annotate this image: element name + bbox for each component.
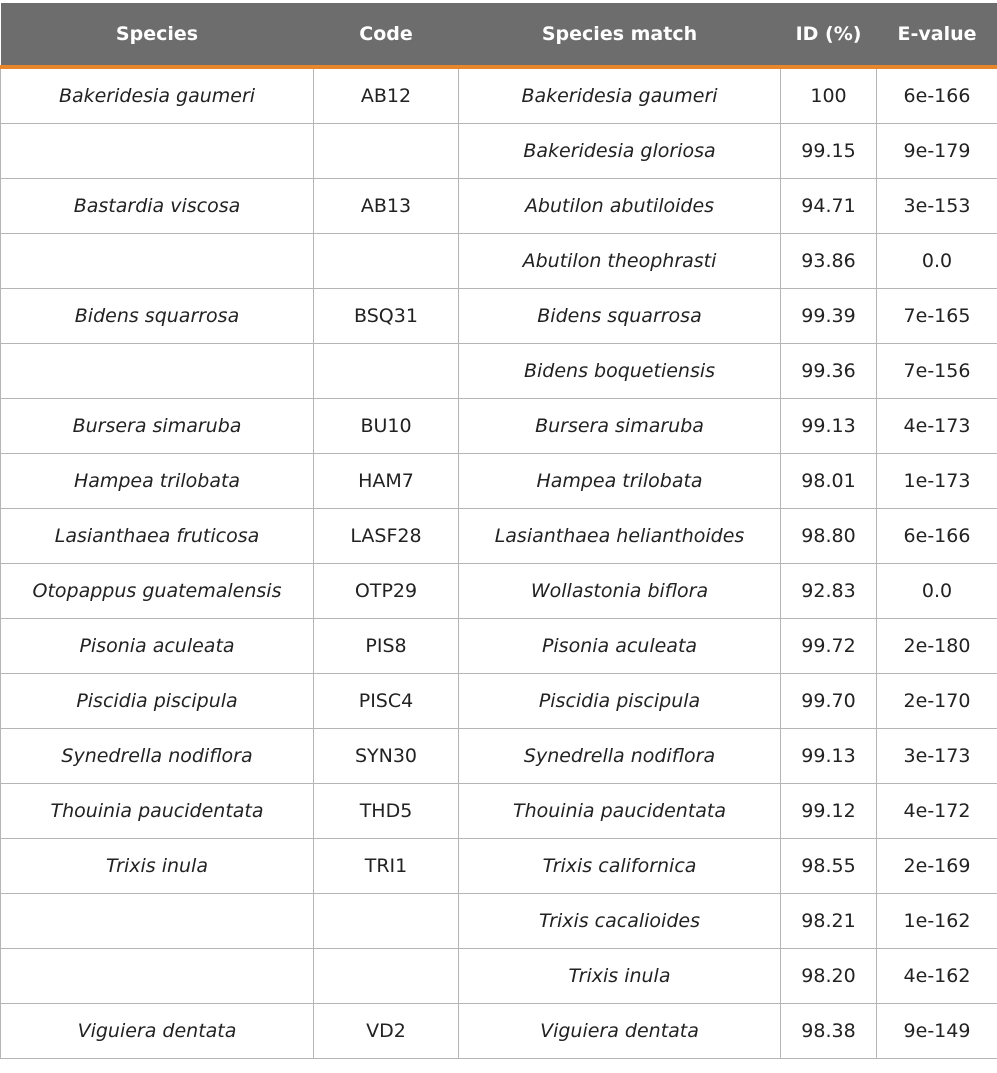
e-value-cell: 1e-173 [877, 454, 997, 509]
table-row [1, 949, 997, 1004]
species-match-cell: Lasianthaea helianthoides [459, 509, 781, 564]
e-value-cell: 4e-162 [877, 949, 997, 1004]
species-cell: Synedrella nodiflora [1, 729, 314, 784]
species-match-cell: Hampea trilobata [459, 454, 781, 509]
code-cell: TRI1 [314, 839, 459, 894]
species-match-cell: Trixis inula [459, 949, 781, 1004]
e-value-cell: 2e-180 [877, 619, 997, 674]
id-cell: 99.70 [781, 674, 877, 729]
species-match-cell: Bidens squarrosa [459, 289, 781, 344]
id-cell: 98.21 [781, 894, 877, 949]
species-cell: Pisonia aculeata [1, 619, 314, 674]
id-cell: 94.71 [781, 179, 877, 234]
code-cell: LASF28 [314, 509, 459, 564]
species-match-table [0, 3, 997, 1059]
id-cell: 98.55 [781, 839, 877, 894]
table-row [1, 179, 997, 234]
header-species: Species [1, 3, 314, 67]
table-row [1, 1004, 997, 1059]
code-cell: SYN30 [314, 729, 459, 784]
e-value-cell: 4e-173 [877, 399, 997, 454]
table-row [1, 454, 997, 509]
species-cell: Bidens squarrosa [1, 289, 314, 344]
id-cell: 99.72 [781, 619, 877, 674]
species-cell: Viguiera dentata [1, 1004, 314, 1059]
id-cell: 100 [781, 67, 877, 124]
id-cell: 99.15 [781, 124, 877, 179]
e-value-cell: 3e-153 [877, 179, 997, 234]
species-cell: Lasianthaea fruticosa [1, 509, 314, 564]
species-cell: Thouinia paucidentata [1, 784, 314, 839]
table-row [1, 344, 997, 399]
species-match-cell: Bakeridesia gaumeri [459, 67, 781, 124]
species-cell [1, 344, 314, 399]
table-row [1, 619, 997, 674]
species-cell [1, 949, 314, 1004]
header-id-percent: ID (%) [781, 3, 877, 67]
code-cell [314, 124, 459, 179]
id-cell: 92.83 [781, 564, 877, 619]
table-row [1, 234, 997, 289]
table-row [1, 839, 997, 894]
code-cell: BU10 [314, 399, 459, 454]
id-cell: 99.36 [781, 344, 877, 399]
id-cell: 98.20 [781, 949, 877, 1004]
table-row [1, 289, 997, 344]
species-match-cell: Trixis californica [459, 839, 781, 894]
species-match-cell: Pisonia aculeata [459, 619, 781, 674]
id-cell: 93.86 [781, 234, 877, 289]
species-cell [1, 234, 314, 289]
code-cell: AB13 [314, 179, 459, 234]
e-value-cell: 3e-173 [877, 729, 997, 784]
species-match-cell: Bakeridesia gloriosa [459, 124, 781, 179]
code-cell: PISC4 [314, 674, 459, 729]
code-cell [314, 894, 459, 949]
e-value-cell: 4e-172 [877, 784, 997, 839]
table-row [1, 894, 997, 949]
id-cell: 98.01 [781, 454, 877, 509]
header-code: Code [314, 3, 459, 67]
e-value-cell: 1e-162 [877, 894, 997, 949]
e-value-cell: 6e-166 [877, 509, 997, 564]
code-cell [314, 949, 459, 1004]
species-match-cell: Trixis cacalioides [459, 894, 781, 949]
table-row [1, 784, 997, 839]
species-cell: Piscidia piscipula [1, 674, 314, 729]
species-match-cell: Abutilon abutiloides [459, 179, 781, 234]
species-match-cell: Thouinia paucidentata [459, 784, 781, 839]
table-row [1, 124, 997, 179]
species-cell: Trixis inula [1, 839, 314, 894]
code-cell: OTP29 [314, 564, 459, 619]
table-row [1, 564, 997, 619]
header-row [1, 3, 997, 67]
species-match-cell: Bidens boquetiensis [459, 344, 781, 399]
id-cell: 99.13 [781, 399, 877, 454]
header-species-match: Species match [459, 3, 781, 67]
species-match-cell: Synedrella nodiflora [459, 729, 781, 784]
id-cell: 99.13 [781, 729, 877, 784]
e-value-cell: 6e-166 [877, 67, 997, 124]
table-row [1, 729, 997, 784]
e-value-cell: 2e-169 [877, 839, 997, 894]
species-match-cell: Abutilon theophrasti [459, 234, 781, 289]
code-cell: VD2 [314, 1004, 459, 1059]
species-cell: Bakeridesia gaumeri [1, 67, 314, 124]
table-row [1, 509, 997, 564]
id-cell: 98.38 [781, 1004, 877, 1059]
id-cell: 98.80 [781, 509, 877, 564]
table-row [1, 674, 997, 729]
code-cell: AB12 [314, 67, 459, 124]
species-cell: Bastardia viscosa [1, 179, 314, 234]
code-cell [314, 344, 459, 399]
species-match-cell: Piscidia piscipula [459, 674, 781, 729]
code-cell: BSQ31 [314, 289, 459, 344]
e-value-cell: 2e-170 [877, 674, 997, 729]
code-cell: HAM7 [314, 454, 459, 509]
header-e-value: E-value [877, 3, 997, 67]
code-cell: THD5 [314, 784, 459, 839]
species-match-cell: Bursera simaruba [459, 399, 781, 454]
e-value-cell: 7e-165 [877, 289, 997, 344]
species-match-cell: Wollastonia biflora [459, 564, 781, 619]
table-body [1, 67, 997, 1059]
species-cell: Hampea trilobata [1, 454, 314, 509]
code-cell [314, 234, 459, 289]
table-row [1, 67, 997, 124]
species-cell [1, 894, 314, 949]
table-row [1, 399, 997, 454]
e-value-cell: 0.0 [877, 564, 997, 619]
e-value-cell: 7e-156 [877, 344, 997, 399]
species-cell: Otopappus guatemalensis [1, 564, 314, 619]
species-cell: Bursera simaruba [1, 399, 314, 454]
species-cell [1, 124, 314, 179]
species-match-cell: Viguiera dentata [459, 1004, 781, 1059]
e-value-cell: 9e-149 [877, 1004, 997, 1059]
e-value-cell: 9e-179 [877, 124, 997, 179]
e-value-cell: 0.0 [877, 234, 997, 289]
id-cell: 99.39 [781, 289, 877, 344]
code-cell: PIS8 [314, 619, 459, 674]
id-cell: 99.12 [781, 784, 877, 839]
